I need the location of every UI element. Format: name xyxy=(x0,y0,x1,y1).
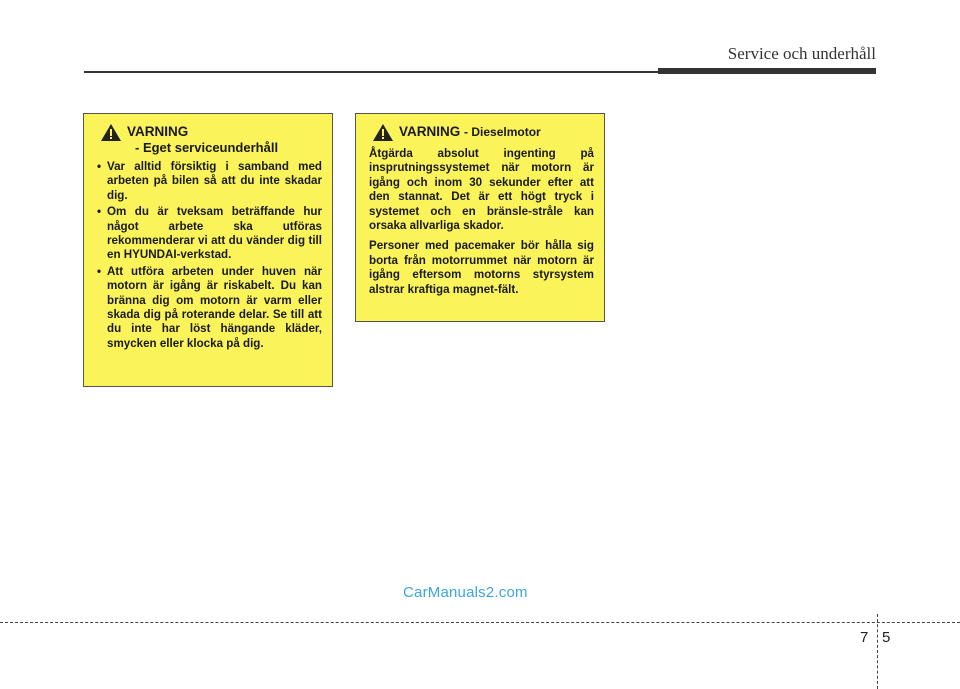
warning-triangle-icon xyxy=(373,124,393,141)
warning-box-diesel xyxy=(355,113,605,322)
list-item xyxy=(97,265,322,351)
header-rule xyxy=(84,71,660,73)
footer-divider xyxy=(877,614,878,689)
list-item-text: Om du är tveksam beträffande hur något arbete ska utföras rekommenderar vi att du vänder dig till en HYUNDAI-verkstad. xyxy=(107,205,322,262)
bullet: • xyxy=(97,160,102,173)
list-item xyxy=(97,160,322,203)
warning-header xyxy=(369,124,594,141)
watermark-link[interactable]: CarManuals2.com xyxy=(403,584,528,601)
list-item xyxy=(97,205,322,263)
warning-title xyxy=(399,124,541,140)
header-rule-accent xyxy=(658,68,876,74)
warning-triangle-icon xyxy=(101,124,121,141)
warning-paragraph: Personer med pacemaker bör hålla sig borta från motorrummet när motorn är igång eftersom motorns styrsystem alstrar kraftiga magnet-fält. xyxy=(369,239,594,296)
warning-subtitle: - Eget serviceunderhåll xyxy=(135,140,279,155)
page-number: 5 xyxy=(882,629,891,646)
chapter-number: 7 xyxy=(860,629,869,646)
footer-rule xyxy=(0,622,960,623)
list-item-text: Var alltid försiktig i samband med arbeten på bilen så att du inte skadar dig. xyxy=(107,160,322,202)
bullet: • xyxy=(97,205,102,219)
warning-title xyxy=(127,124,278,156)
warning-box-service xyxy=(83,113,333,387)
warning-paragraph: Åtgärda absolut ingenting på insprutningssystemet när motorn är igång och inom 30 sekunder efter att den stannat. Det är ett högt tryck i systemet och en bränsle-stråle kan orsaka allvarliga skador. xyxy=(369,147,594,233)
bullet: • xyxy=(97,264,102,278)
warning-title-text: VARNING xyxy=(399,124,461,139)
warning-title-text: VARNING xyxy=(127,124,189,139)
list-item-text: Att utföra arbeten under huven när motorn är igång är riskabelt. Du kan bränna dig om motorn är varm eller skada dig på roterande delar. Se till att du inte har löst hängande kläder, smycken eller klocka på dig. xyxy=(107,264,322,350)
section-title: Service och underhåll xyxy=(727,44,876,63)
warning-header xyxy=(97,124,322,156)
warning-list xyxy=(97,160,322,351)
warning-subtitle: - Dieselmotor xyxy=(464,125,541,139)
